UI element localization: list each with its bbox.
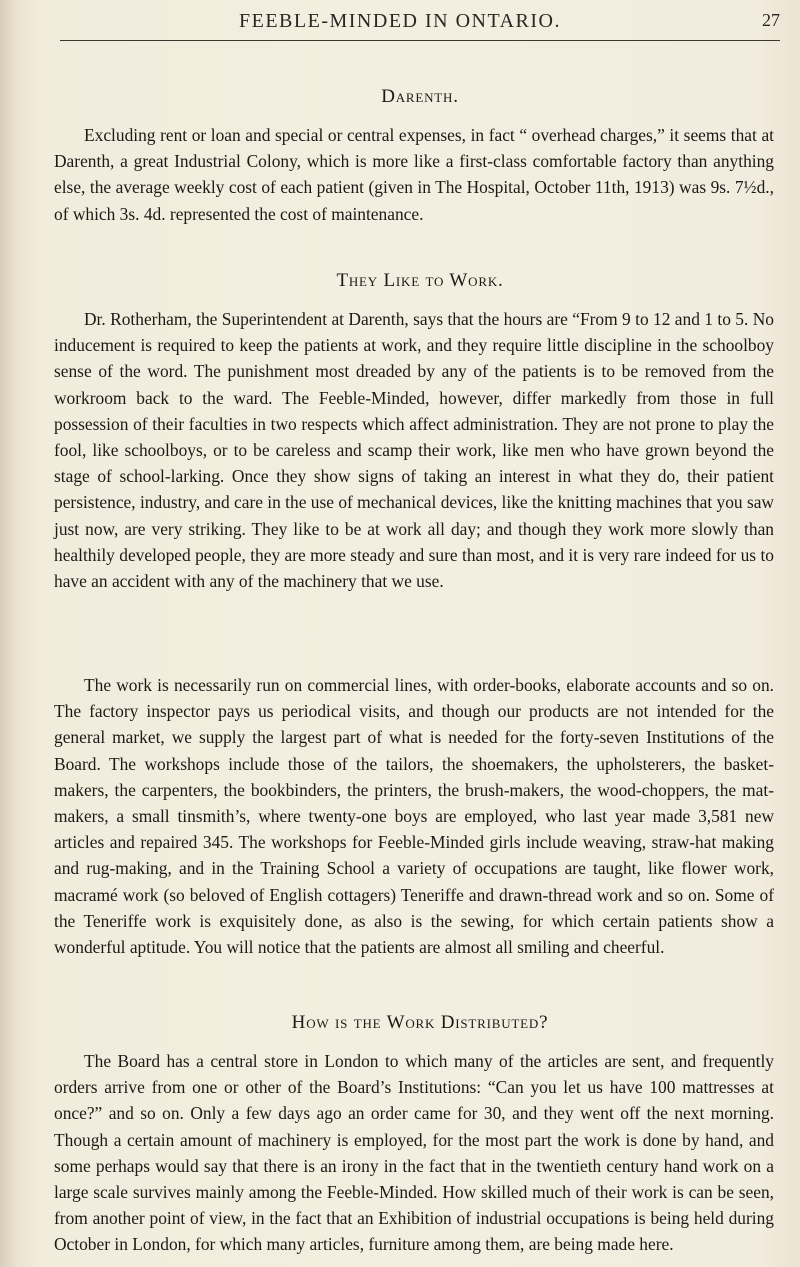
page-gutter-shadow	[0, 0, 18, 1267]
section-heading-work-distribution: How is the Work Distributed?	[291, 1012, 549, 1033]
section-heading-darenth: Darenth.	[381, 86, 459, 107]
paragraph-central-store: The Board has a central store in London to which many of the articles are sent, and frequently orders arrive from one or other of the Board’s Institutions: “Can you let us have 100 mattresses at once?” and so on. Only a few days ago an order came for 30, and they went off the next morning. Though a certain amount of machinery is employed, for the most part the work is done by hand, and some perhaps would say that there is an irony in the fact that in the twentieth century hand work on a large scale survives mainly among the Feeble-Minded. How skilled much of their work is can be seen, from another point of view, in the fact that an Exhibition of industrial occupations is being held during October in London, for which many articles, furniture among them, are being made here.	[54, 1051, 774, 1255]
paragraph-superintendent-quote: Dr. Rotherham, the Superintendent at Darenth, says that the hours are “From 9 to 12 and 1 to 5. No inducement is required to keep the patients at work, and they require little discipline in the schoolboy sense of the word. The punishment most dreaded by any of the patients is to be removed from the workroom back to the ward. The Feeble-Minded, however, differ markedly from those in full possession of their faculties in two respects which affect administration. They are not prone to play the fool, like schoolboys, or to be careless and scamp their work, like men who have grown beyond the stage of school-larking. Once they show signs of taking an interest in what they do, their patient persistence, industry, and care in the use of mechanical devices, like the knitting machines that you saw just now, are very striking. They like to be at work all day; and though they work more slowly than healthily developed people, they are more steady and sure than most, and it is very rare indeed for us to have an accident with any of the machinery that we use.	[54, 309, 774, 592]
paragraph-darenth-costs: Excluding rent or loan and special or central expenses, in fact “ overhead charges,” it seems that at Darenth, a great Industrial Colony, which is more like a first-class comfortable factory than anything else, the average weekly cost of each patient (given in The Hospital, October 11th, 1913) was 9s. 7½d., of which 3s. 4d. represented the cost of maintenance.	[54, 125, 774, 224]
paragraph-workshops: The work is necessarily run on commercial lines, with order-books, elaborate accounts and so on. The factory inspector pays us periodical visits, and though our products are not intended for the general market, we supply the largest part of what is needed for the forty-seven Institutions of the Board. The workshops include those of the tailors, the shoemakers, the upholsterers, the basket-makers, the carpenters, the bookbinders, the printers, the brush-makers, the wood-choppers, the mat-makers, a small tinsmith’s, where twenty-one boys are employed, who last year made 3,581 new articles and repaired 345. The workshops for Feeble-Minded girls include weaving, straw-hat making and rug-making, and in the Training School a variety of occupations are taught, like flower work, macramé work (so beloved of English cottagers) Teneriffe and drawn-thread work and so on. Some of the Teneriffe work is exquisitely done, as also is the sewing, for which certain patients show a wonderful aptitude. You will notice that the patients are almost all smiling and cheerful.	[54, 675, 774, 958]
running-head: FEEBLE-MINDED IN ONTARIO.	[239, 10, 561, 32]
section-heading-they-like-to-work: They Like to Work.	[336, 270, 504, 291]
header-rule	[60, 40, 780, 41]
page-number: 27	[762, 10, 780, 30]
